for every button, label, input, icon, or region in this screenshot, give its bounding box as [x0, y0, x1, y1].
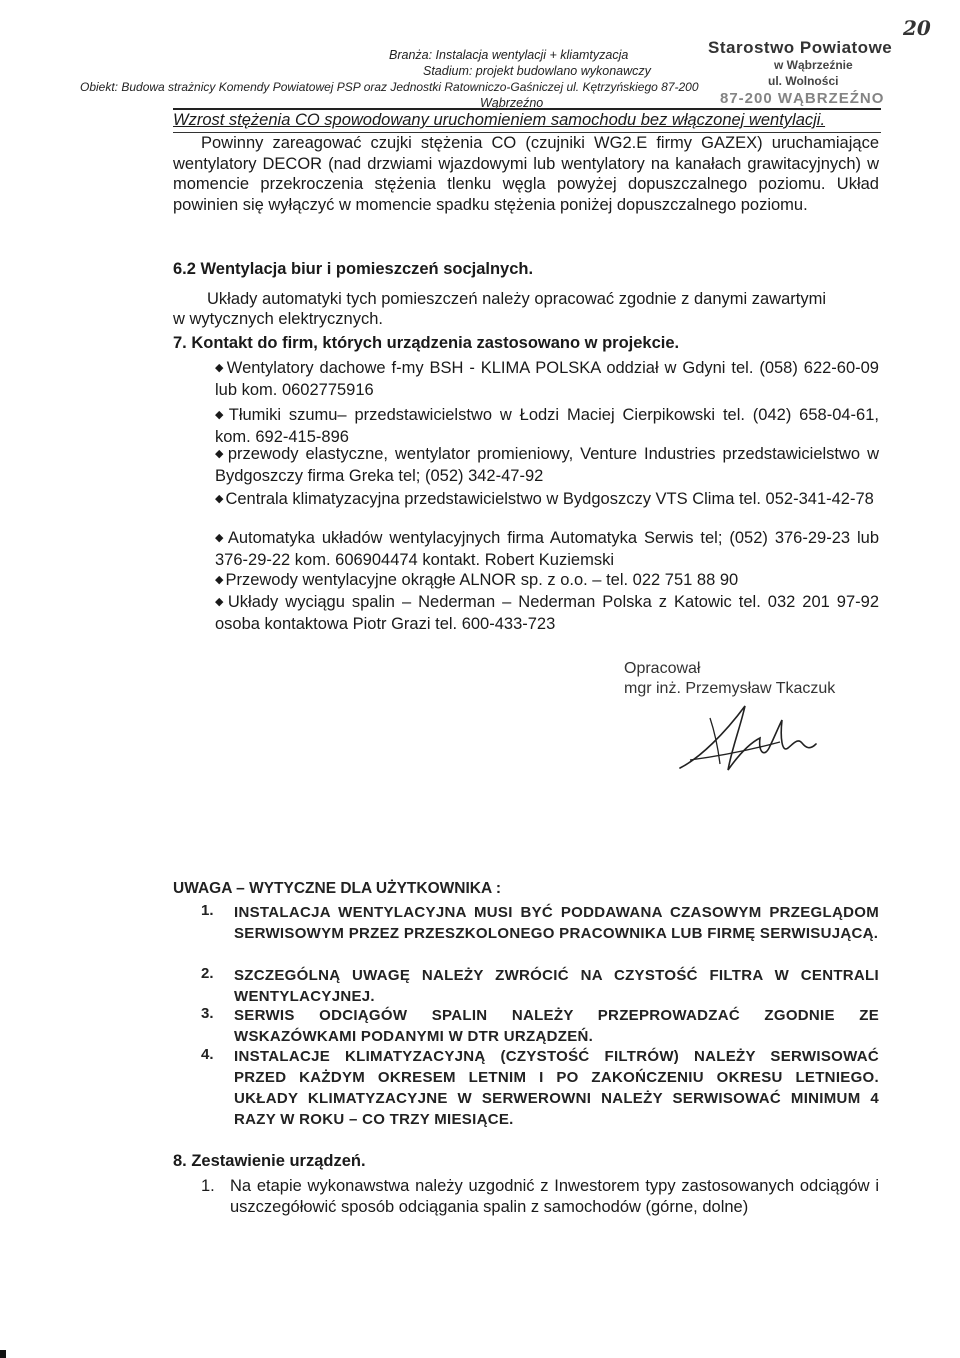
diamond-bullet-icon: ◆ — [215, 493, 224, 505]
section-7-title: 7. Kontakt do firm, których urządzenia zastosowano w projekcie. — [173, 334, 680, 352]
warning-item-number: 4. — [201, 1046, 214, 1063]
section-8-title: 8. Zestawienie urządzeń. — [173, 1152, 366, 1170]
header-rule-top — [173, 108, 881, 110]
diamond-bullet-icon: ◆ — [215, 409, 227, 421]
warning-item-text: SERWIS ODCIĄGÓW SPALIN NALEŻY PRZEPROWADZAĆ ZGODNIE ZE WSKAZÓWKAMI PODANYMI W DTR URZĄDZEŃ. — [234, 1007, 879, 1045]
warning-item-text: SZCZEGÓLNĄ UWAGĘ NALEŻY ZWRÓCIĆ NA CZYSTOŚĆ FILTRA W CENTRALI WENTYLACYJNEJ. — [234, 967, 879, 1005]
diamond-bullet-icon: ◆ — [215, 574, 224, 586]
contact-item — [215, 357, 879, 401]
contact-item — [215, 488, 879, 510]
warning-title: UWAGA – WYTYCZNE DLA UŻYTKOWNIKA : — [173, 880, 502, 897]
contact-item — [215, 404, 879, 448]
prepared-by-label: Opracował — [624, 660, 701, 677]
diamond-bullet-icon: ◆ — [215, 362, 225, 374]
author-name: mgr inż. Przemysław Tkaczuk — [624, 680, 836, 697]
stamp-postal: 87-200 WĄBRZEŹNO — [720, 90, 885, 107]
intro-paragraph: Powinny zareagować czujki stężenia CO (czujniki WG2.E firmy GAZEX) uruchamiające wentylatory DECOR (nad drzwiami wjazdowymi lub wentylatory na kanałach grawitacyjnych) w momencie przekroczenia stężenia tlenku węgla powyżej dopuszczalnego poziomu. Układ powinien się wyłączyć w momencie spadku stężenia poniżej dopuszczalnego poziomu. — [173, 134, 879, 214]
warning-item-number: 2. — [201, 965, 214, 982]
warning-item-text: INSTALACJA WENTYLACYJNA MUSI BYĆ PODDAWANA CZASOWYM PRZEGLĄDOM SERWISOWYM PRZEZ PRZESZKOLONEGO PRACOWNIKA LUB FIRMĘ SERWISUJĄCĄ. — [234, 904, 879, 942]
diamond-bullet-icon: ◆ — [215, 532, 226, 544]
diamond-bullet-icon: ◆ — [215, 448, 226, 460]
header-branch: Branża: Instalacja wentylacji + kliamtyzacja — [389, 48, 629, 62]
contact-item — [215, 591, 879, 635]
handwritten-signature — [670, 698, 860, 778]
contact-text: Centrala klimatyzacyjna przedstawicielstwo w Bydgoszczy VTS Clima tel. 052-341-42-78 — [225, 490, 874, 508]
contact-text: Wentylatory dachowe f-my BSH - KLIMA POLSKA oddział w Gdyni tel. (058) 622-60-09 lub kom. 0602775916 — [215, 359, 879, 399]
intro-heading: Wzrost stężenia CO spowodowany uruchomieniem samochodu bez włączonej wentylacji. — [173, 111, 826, 129]
contact-text: Automatyka układów wentylacyjnych firma Automatyka Serwis tel; (052) 376-29-23 lub 376-29-22 kom. 606904474 kontakt. Robert Kuziemski — [215, 529, 879, 569]
contact-item — [215, 443, 879, 487]
contact-text: Tłumiki szumu– przedstawicielstwo w Łodzi Maciej Cierpikowski tel. (042) 658-04-61, kom. 692-415-896 — [215, 406, 879, 446]
warning-item-number: 1. — [201, 902, 214, 919]
section-6-2-line1: Układy automatyki tych pomieszczeń należy opracować zgodnie z danymi zawartymi — [207, 290, 827, 308]
header-city: Wąbrzeźno — [480, 96, 544, 110]
warning-item-number: 3. — [201, 1005, 214, 1022]
contact-item — [215, 569, 879, 591]
contact-text: przewody elastyczne, wentylator promieniowy, Venture Industries przedstawicielstwo w Bydgoszczy firma Greka tel; (052) 342-47-92 — [215, 445, 879, 485]
contact-text: Układy wyciągu spalin – Nederman – Nederman Polska z Katowic tel. 032 201 97-92 osoba kontaktowa Piotr Grazi tel. 600-433-723 — [215, 593, 879, 633]
section-6-2-line2: w wytycznych elektrycznych. — [173, 310, 383, 328]
section-8-item-number: 1. — [201, 1177, 215, 1195]
stamp-street: ul. Wolności — [768, 74, 839, 88]
warning-item-text: INSTALACJE KLIMATYZACYJNĄ (CZYSTOŚĆ FILTRÓW) NALEŻY SERWISOWAĆ PRZED KAŻDYM OKRESEM LETNIM I PO ZAKOŃCZENIU OKRESU LETNIEGO. UKŁADY KLIMATYZACYJNE W SERWEROWNI NALEŻY SERWISOWAĆ MINIMUM 4 RAZY W ROKU – CO TRZY MIESIĄCE. — [234, 1048, 879, 1128]
header-object: Obiekt: Budowa strażnicy Komendy Powiatowej PSP oraz Jednostki Ratowniczo-Gaśniczej ul. Kętrzyńskiego 87-200 — [80, 80, 699, 94]
section-8-item-text: Na etapie wykonawstwa należy uzgodnić z Inwestorem typy zastosowanych odciągów i uszczegółowić sposób odciągania spalin z samochodów (górne, dolne) — [230, 1177, 879, 1216]
contact-text: Przewody wentylacyjne okrągłe ALNOR sp. z o.o. – tel. 022 751 88 90 — [225, 571, 739, 589]
header-stage: Stadium: projekt budowlano wykonawczy — [423, 64, 651, 78]
section-6-2-title: 6.2 Wentylacja biur i pomieszczeń socjalnych. — [173, 260, 534, 278]
stamp-city: w Wąbrzeźnie — [774, 58, 853, 72]
scan-mark — [0, 1350, 6, 1358]
stamp-office: Starostwo Powiatowe — [708, 38, 893, 57]
diamond-bullet-icon: ◆ — [215, 596, 226, 608]
contact-item — [215, 527, 879, 571]
page-number: 20 — [903, 16, 931, 40]
